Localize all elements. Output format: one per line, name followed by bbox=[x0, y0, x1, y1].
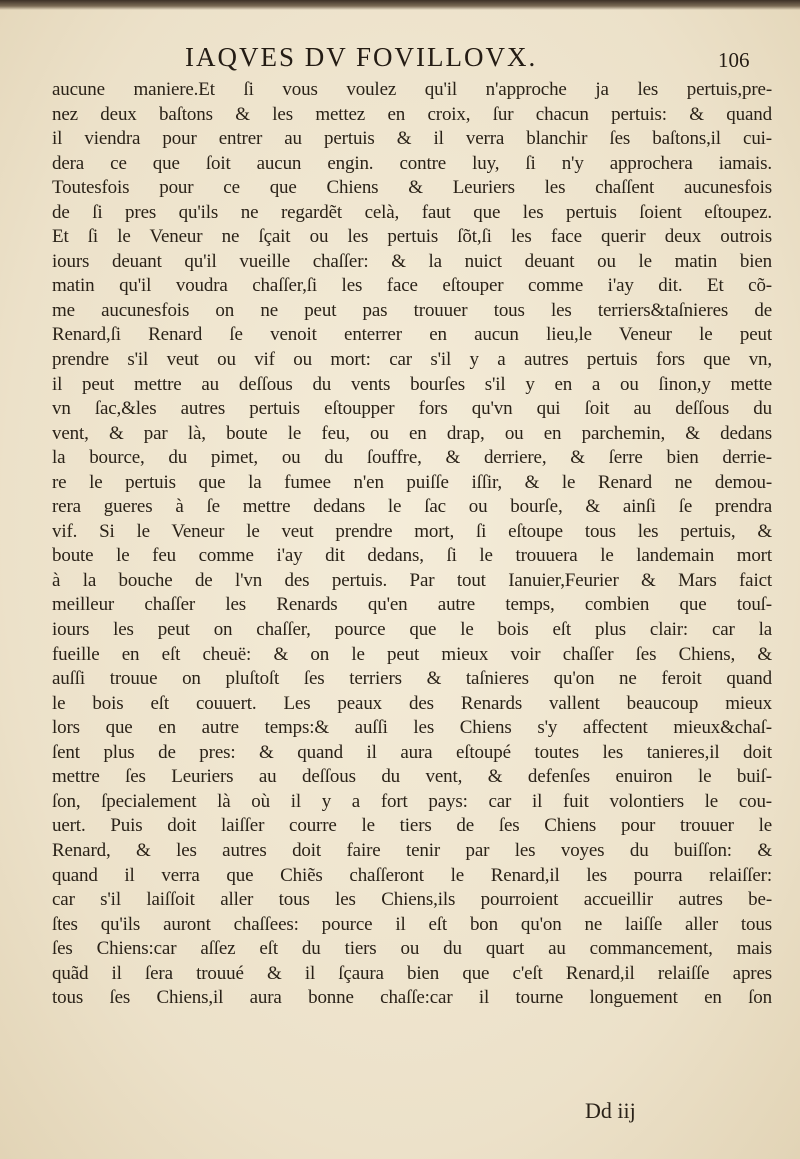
text-line: à la bouche de l'vn des pertuis. Par tout Ianuier,Feurier & Mars faict bbox=[52, 569, 772, 591]
text-line: tous ſes Chiens,il aura bonne chaſſe:car il tourne longuement en ſon bbox=[52, 987, 772, 1009]
text-line: la bource, du pimet, ou du ſouffre, & derriere, & ſerre bien derrie- bbox=[52, 447, 772, 469]
text-line: rera gueres à ſe mettre dedans le ſac ou bourſe, & ainſi ſe prendra bbox=[52, 496, 772, 518]
text-line: prendre s'il veut ou vif ou mort: car s'il y a autres pertuis fors que vn, bbox=[52, 349, 772, 371]
text-line: matin qu'il voudra chaſſer,ſi les face eſtouper comme i'ay dit. Et cõ- bbox=[52, 275, 772, 297]
text-line: me aucunesfois on ne peut pas trouuer tous les terriers&taſnieres de bbox=[52, 299, 772, 321]
text-line: dera ce que ſoit aucun engin. contre luy, ſi n'y approchera iamais. bbox=[52, 152, 772, 174]
text-line: Renard,ſi Renard ſe venoit enterrer en aucun lieu,le Veneur le peut bbox=[52, 324, 772, 346]
text-line: ſent plus de pres: & quand il aura eſtoupé toutes les tanieres,il doit bbox=[52, 741, 772, 763]
text-line: quand il verra que Chiẽs chaſſeront le Renard,il les pourra relaiſſer: bbox=[52, 864, 772, 886]
text-line: ſon, ſpecialement là où il y a fort pays: car il fuit volontiers le cou- bbox=[52, 790, 772, 812]
text-line: vent, & par là, boute le feu, ou en drap, ou en parchemin, & dedans bbox=[52, 422, 772, 444]
signature-mark: Dd iij bbox=[585, 1098, 636, 1123]
text-line: iours les peut on chaſſer, pource que le bois eſt plus clair: car la bbox=[52, 619, 772, 641]
text-line: car s'il laiſſoit aller tous les Chiens,ils pourroient accueillir autres be- bbox=[52, 889, 772, 911]
text-line: ſtes qu'ils auront chaſſees: pource il eſt bon qu'on ne laiſſe aller tous bbox=[52, 913, 772, 935]
text-line: il viendra pour entrer au pertuis & il verra blanchir ſes baſtons,il cui- bbox=[52, 128, 772, 150]
text-line: Et ſi le Veneur ne ſçait ou les pertuis ſõt,ſi les face querir deux outrois bbox=[52, 226, 772, 248]
text-line: boute le feu comme i'ay dit dedans, ſi le trouuera le landemain mort bbox=[52, 545, 772, 567]
page-top-edge bbox=[0, 0, 800, 10]
running-title: IAQVES DV FOVILLOVX. bbox=[185, 42, 538, 72]
text-line: meilleur chaſſer les Renards qu'en autre temps, combien que touſ- bbox=[52, 594, 772, 616]
text-line: uert. Puis doit laiſſer courre le tiers de ſes Chiens pour trouuer le bbox=[52, 815, 772, 837]
text-line: de ſi pres qu'ils ne regardẽt celà, faut que les pertuis ſoient eſtoupez. bbox=[52, 201, 772, 223]
text-line: Renard, & les autres doit faire tenir par les voyes du buiſſon: & bbox=[52, 839, 772, 861]
body-text bbox=[52, 78, 772, 1011]
page-header bbox=[0, 42, 800, 76]
folio-number: 106 bbox=[718, 48, 750, 72]
text-line: Toutesfois pour ce que Chiens & Leuriers les chaſſent aucunesfois bbox=[52, 177, 772, 199]
text-line: iours deuant qu'il vueille chaſſer: & la nuict deuant ou le matin bien bbox=[52, 250, 772, 272]
text-line: nez deux baſtons & les mettez en croix, ſur chacun pertuis: & quand bbox=[52, 103, 772, 125]
text-line: quãd il ſera trouué & il ſçaura bien que c'eſt Renard,il relaiſſe apres bbox=[52, 962, 772, 984]
text-line: vif. Si le Veneur le veut prendre mort, ſi eſtoupe tous les pertuis, & bbox=[52, 520, 772, 542]
text-line: re le pertuis que la fumee n'en puiſſe iſſir, & le Renard ne demou- bbox=[52, 471, 772, 493]
text-line: auſſi trouue on pluſtoſt ſes terriers & taſnieres qu'on ne feroit quand bbox=[52, 668, 772, 690]
text-line: fueille en eſt cheuë: & on le peut mieux voir chaſſer ſes Chiens, & bbox=[52, 643, 772, 665]
text-line: le bois eſt couuert. Les peaux des Renards vallent beaucoup mieux bbox=[52, 692, 772, 714]
text-line: lors que en autre temps:& auſſi les Chiens s'y affectent mieux&chaſ- bbox=[52, 717, 772, 739]
text-line: mettre ſes Leuriers au deſſous du vent, & defenſes enuiron le buiſ- bbox=[52, 766, 772, 788]
text-line: aucune maniere.Et ſi vous voulez qu'il n'approche ja les pertuis,pre- bbox=[52, 79, 772, 100]
text-line: ſes Chiens:car aſſez eſt du tiers ou du quart au commancement, mais bbox=[52, 938, 772, 960]
text-line: il peut mettre au deſſous du vents bourſes s'il y en a ou ſinon,y mette bbox=[52, 373, 772, 395]
text-line: vn ſac,&les autres pertuis eſtoupper fors qu'vn qui ſoit au deſſous du bbox=[52, 398, 772, 420]
